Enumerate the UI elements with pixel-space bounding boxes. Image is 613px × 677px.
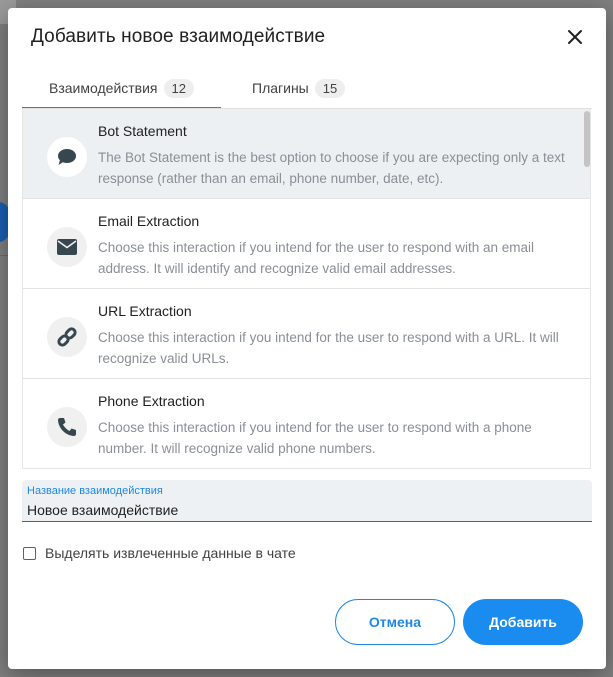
tab-bar: [22, 68, 592, 108]
interaction-title: Phone Extraction: [98, 393, 205, 409]
interaction-item-bot-statement[interactable]: [23, 109, 591, 199]
interaction-item-phone-extraction[interactable]: [23, 379, 591, 469]
interaction-item-url-extraction[interactable]: [23, 289, 591, 379]
cancel-button[interactable]: Отмена: [335, 599, 455, 645]
interaction-item-email-extraction[interactable]: [23, 199, 591, 289]
add-interaction-dialog: [8, 8, 606, 669]
interaction-title: Email Extraction: [98, 213, 200, 229]
tab-count-badge: 12: [164, 79, 194, 98]
interaction-description: The Bot Statement is the best option to choose if you are expecting only a text response (rather than an email, phone number, date, etc).: [98, 150, 565, 186]
interaction-title: URL Extraction: [98, 303, 192, 319]
close-button[interactable]: [563, 25, 587, 49]
interaction-name-input[interactable]: [27, 500, 582, 520]
tab-count-badge: 15: [315, 79, 345, 98]
chat-bubble-icon: [57, 148, 77, 166]
interaction-list[interactable]: [22, 109, 591, 469]
highlight-data-option[interactable]: [23, 545, 296, 561]
interaction-description: Choose this interaction if you intend for the user to respond with a URL. It will recognize valid URLs.: [98, 330, 559, 366]
highlight-data-checkbox[interactable]: [23, 547, 36, 560]
link-icon: [56, 326, 78, 348]
dialog-title: Добавить новое взаимодействие: [31, 26, 326, 47]
phone-icon: [57, 417, 77, 437]
icon-circle: [47, 227, 87, 267]
interaction-name-field[interactable]: [22, 480, 592, 522]
highlight-data-label: Выделять извлеченные данные в чате: [45, 545, 296, 561]
envelope-icon: [57, 239, 77, 255]
icon-circle: [47, 317, 87, 357]
tab-plugins[interactable]: [252, 68, 345, 108]
list-scrollbar[interactable]: [584, 111, 590, 167]
icon-circle: [47, 137, 87, 177]
interaction-description: Choose this interaction if you intend for the user to respond with an email address. It will identify and recognize valid email addresses.: [98, 240, 534, 276]
interaction-description: Choose this interaction if you intend for the user to respond with a phone number. It will recognize valid phone numbers.: [98, 420, 532, 456]
icon-circle: [47, 407, 87, 447]
interaction-name-label: Название взаимодействия: [27, 485, 163, 497]
interaction-title: Bot Statement: [98, 123, 187, 139]
tab-interactions[interactable]: [22, 68, 221, 108]
tab-label: Плагины: [252, 80, 309, 96]
close-icon: [563, 25, 587, 49]
add-button[interactable]: Добавить: [463, 599, 583, 645]
tab-label: Взаимодействия: [49, 80, 158, 96]
